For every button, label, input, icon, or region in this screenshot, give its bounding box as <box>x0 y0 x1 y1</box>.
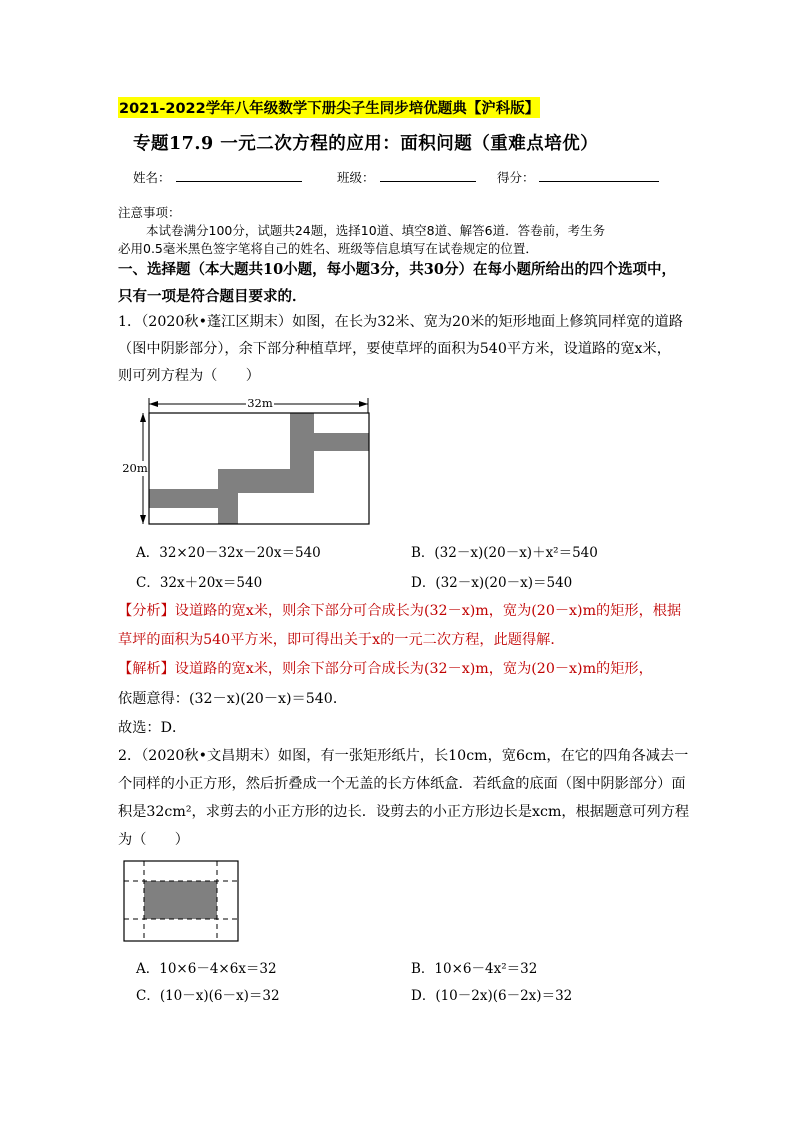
q2-option-c: C．(10－x)(6－x)＝32 <box>136 988 280 1004</box>
q2-stem-line-3: 积是32cm²，求剪去的小正方形的边长．设剪去的小正方形边长是xcm，根据题意可列方程 <box>118 804 690 820</box>
q1-solution-line-1: 【解析】设道路的宽x米，则余下部分可合成长为(32－x)m，宽为(20－x)m的矩形， <box>118 661 653 677</box>
fig-width-label: 32m <box>247 396 273 410</box>
section-heading-line-1: 一、选择题（本大题共10小题，每小题3分，共30分）在每小题所给出的四个选项中， <box>118 261 676 278</box>
q2-stem-line-2: 个同样的小正方形，然后折叠成一个无盖的长方体纸盒．若纸盒的底面（图中阴影部分）面 <box>118 776 686 792</box>
q1-option-a: A．32×20－32x－20x＝540 <box>136 545 321 561</box>
box-bottom-shaded <box>144 881 217 919</box>
q2-stem-line-4: 为（ ） <box>118 832 189 848</box>
q1-option-c: C．32x＋20x＝540 <box>136 575 263 591</box>
class-field[interactable] <box>380 181 476 182</box>
notes-line-2: 必用0.5毫米黑色签字笔将自己的姓名、班级等信息填写在试卷规定的位置． <box>118 241 538 256</box>
width-arrow-left <box>149 401 158 407</box>
q1-option-d: D．(32－x)(20－x)＝540 <box>411 575 573 591</box>
q1-stem-line-1: 1．（2020秋•蓬江区期末）如图，在长为32米、宽为20米的矩形地面上修筑同样宽的道路 <box>118 314 683 330</box>
notes-heading: 注意事项： <box>118 205 181 220</box>
name-field[interactable] <box>176 181 302 182</box>
class-label: 班级： <box>337 170 375 185</box>
q2-option-a: A．10×6－4×6x＝32 <box>136 961 277 977</box>
score-field[interactable] <box>539 181 659 182</box>
notes-line-1: 本试卷满分100分，试题共24题，选择10道、填空8道、解答6道．答卷前，考生务 <box>146 223 606 238</box>
name-label: 姓名： <box>133 170 171 185</box>
q2-option-d: D．(10－2x)(6－2x)＝32 <box>411 988 573 1004</box>
q1-stem-line-3: 则可列方程为（ ） <box>118 368 260 384</box>
q1-analysis-line-1: 【分析】设道路的宽x米，则余下部分可合成长为(32－x)m，宽为(20－x)m的矩形，根据 <box>118 603 682 619</box>
q1-analysis-line-2: 草坪的面积为540平方米，即可得出关于x的一元二次方程，此题得解． <box>118 632 565 648</box>
header-banner: 2021-2022学年八年级数学下册尖子生同步培优题典【沪科版】 <box>118 97 540 118</box>
page-title: 专题17.9 一元二次方程的应用：面积问题（重难点培优） <box>133 134 599 154</box>
q1-solution-line-2: 依题意得：(32－x)(20－x)＝540． <box>118 691 348 707</box>
road-shaded-area <box>149 413 369 524</box>
q1-road-figure <box>118 394 378 530</box>
q2-stem-line-1: 2．（2020秋•文昌期末）如图，有一张矩形纸片，长10cm，宽6cm，在它的四角各减去一 <box>118 748 689 764</box>
fig-height-label: 20m <box>122 461 148 475</box>
section-heading-line-2: 只有一项是符合题目要求的． <box>118 288 307 305</box>
q2-option-b: B．10×6－4x²＝32 <box>411 961 538 977</box>
q1-answer: 故选：D． <box>118 720 187 736</box>
width-arrow-right <box>359 401 368 407</box>
q1-option-b: B．(32－x)(20－x)＋x²＝540 <box>411 545 598 561</box>
q2-paper-box-figure <box>122 859 242 943</box>
q1-stem-line-2: （图中阴影部分），余下部分种植草坪，要使草坪的面积为540平方米，设道路的宽x米， <box>118 341 671 357</box>
score-label: 得分： <box>497 170 535 185</box>
